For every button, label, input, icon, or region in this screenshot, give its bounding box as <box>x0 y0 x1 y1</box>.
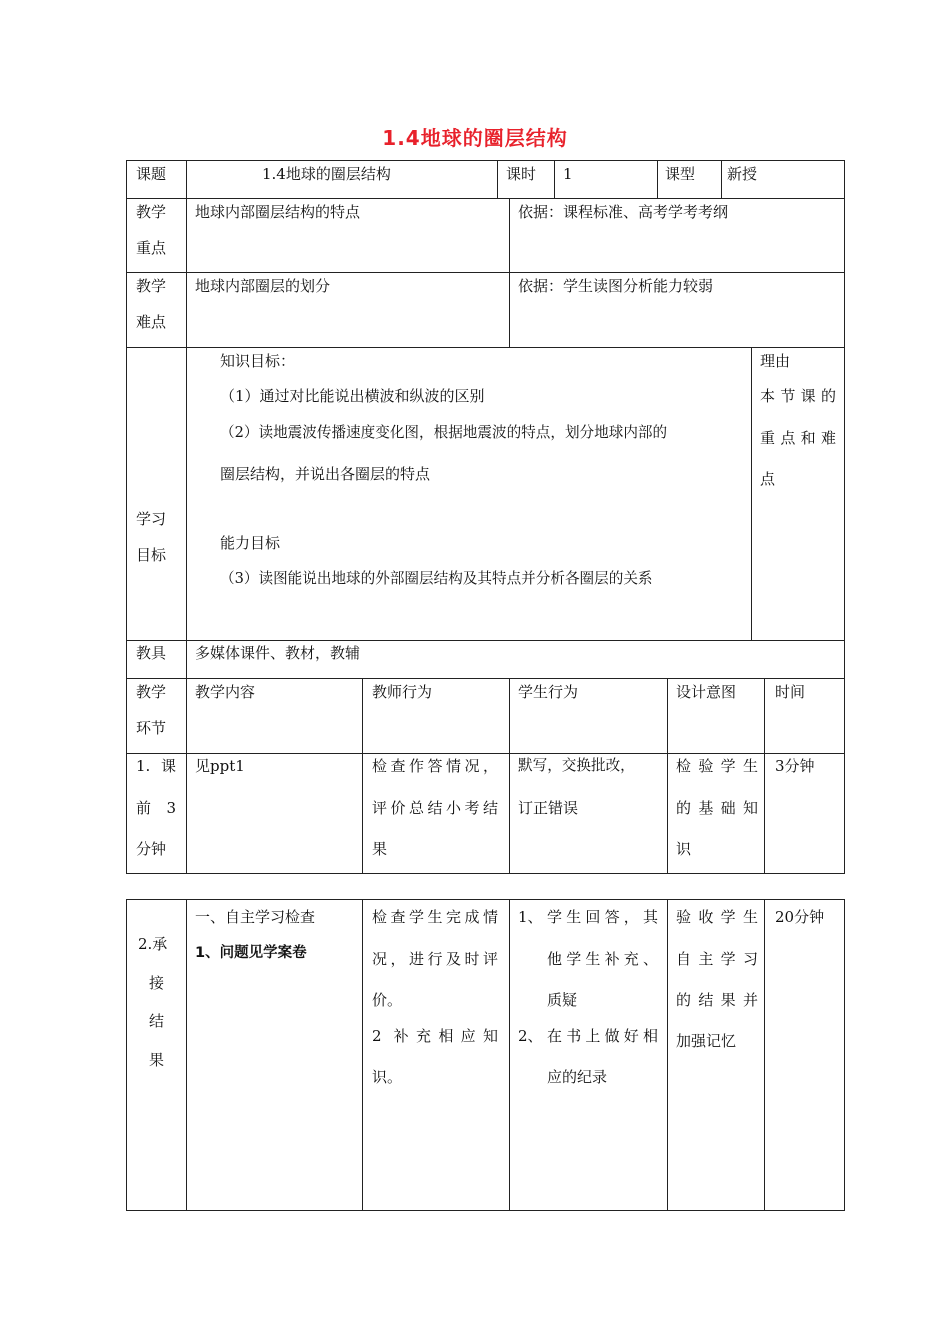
teacher-header: 教师行为 <box>372 683 433 701</box>
row2-student: 学生回答，其 <box>547 908 658 926</box>
objectives-label: 学习 <box>136 510 167 528</box>
row2-teacher: 价。 <box>372 991 403 1009</box>
row1-teacher: 果 <box>372 840 388 858</box>
content-header: 教学内容 <box>195 683 256 701</box>
tools-content: 多媒体课件、教材，教辅 <box>195 644 361 662</box>
row2-student: 他学生补充、 <box>547 950 658 968</box>
knowledge-objective-title: 知识目标： <box>220 352 296 370</box>
reason-text: 重点和难 <box>760 429 836 447</box>
row1-time: 3分钟 <box>775 757 815 775</box>
stage-2: 果 <box>149 1051 165 1069</box>
difficulty-label: 难点 <box>136 313 167 331</box>
row2-design: 自主学习 <box>676 950 758 968</box>
difficulty-content: 地球内部圈层的划分 <box>195 277 331 295</box>
row1-student: 默写，交换批改， <box>518 757 635 774</box>
row2-design: 加强记忆 <box>676 1032 737 1050</box>
difficulty-label: 教学 <box>136 277 167 295</box>
stage-header: 环节 <box>136 719 167 737</box>
stage-2: 接 <box>149 974 165 992</box>
stage-1: 前 3 <box>136 799 176 817</box>
row1-design: 识 <box>676 840 692 858</box>
row2-time: 20分钟 <box>775 908 825 926</box>
objective-2-continued: 圈层结构，并说出各圈层的特点 <box>220 465 431 483</box>
reason-text: 点 <box>760 470 776 488</box>
type-label: 课型 <box>665 165 696 183</box>
row2-design: 的结果并 <box>676 991 758 1009</box>
key-point-label: 教学 <box>136 203 167 221</box>
row1-design: 的基础知 <box>676 799 758 817</box>
objective-1: （1）通过对比能说出横波和纵波的区别 <box>220 387 485 405</box>
type-value: 新授 <box>727 165 758 183</box>
row2-teacher: 况，进行及时评 <box>372 950 498 968</box>
row2-content: 一、自主学习检查 <box>195 908 316 926</box>
topic-label: 课题 <box>136 165 167 183</box>
row1-teacher: 评价总结小考结 <box>372 799 498 817</box>
objectives-label: 目标 <box>136 546 167 564</box>
objective-3: （3）读图能说出地球的外部圈层结构及其特点并分析各圈层的关系 <box>220 570 653 587</box>
row2-student: 应的纪录 <box>547 1068 608 1086</box>
row1-content: 见ppt1 <box>195 757 245 775</box>
ability-objective-title: 能力目标 <box>220 534 281 552</box>
objective-2: （2）读地震波传播速度变化图，根据地震波的特点，划分地球内部的 <box>220 424 668 441</box>
tools-label: 教具 <box>136 644 167 662</box>
row2-teacher: 识。 <box>372 1068 403 1086</box>
stage-2: 2.承 <box>138 935 168 953</box>
row2-teacher: 2 补充相应知 <box>372 1027 498 1045</box>
reason-title: 理由 <box>760 352 791 370</box>
hours-label: 课时 <box>506 165 537 183</box>
key-point-label: 重点 <box>136 239 167 257</box>
difficulty-basis: 依据：学生读图分析能力较弱 <box>518 277 714 295</box>
stage-2: 结 <box>149 1012 165 1030</box>
row2-design: 验收学生 <box>676 908 758 926</box>
key-point-content: 地球内部圈层结构的特点 <box>195 203 361 221</box>
row2-content: 1、问题见学案卷 <box>195 945 307 961</box>
row2-student: 在书上做好相 <box>547 1027 658 1045</box>
row2-student: 1、 <box>518 908 543 926</box>
page-title: 1.4地球的圈层结构 <box>382 126 568 150</box>
row1-student: 订正错误 <box>518 799 579 817</box>
stage-1: 分钟 <box>136 840 167 858</box>
stage-1: 1. 课 <box>136 757 176 775</box>
time-header: 时间 <box>775 683 806 701</box>
hours-value: 1 <box>563 165 573 183</box>
row2-student: 2、 <box>518 1027 543 1045</box>
row1-design: 检验学生 <box>676 757 758 775</box>
stage-header: 教学 <box>136 683 167 701</box>
row1-teacher: 检查作答情况， <box>372 757 498 775</box>
key-point-basis: 依据：课程标准、高考学考考纲 <box>518 203 729 221</box>
reason-text: 本节课的 <box>760 387 836 405</box>
row2-teacher: 检查学生完成情 <box>372 908 498 926</box>
row2-student: 质疑 <box>547 991 578 1009</box>
student-header: 学生行为 <box>518 683 579 701</box>
topic-value: 1.4地球的圈层结构 <box>262 165 391 183</box>
design-header: 设计意图 <box>676 683 737 701</box>
